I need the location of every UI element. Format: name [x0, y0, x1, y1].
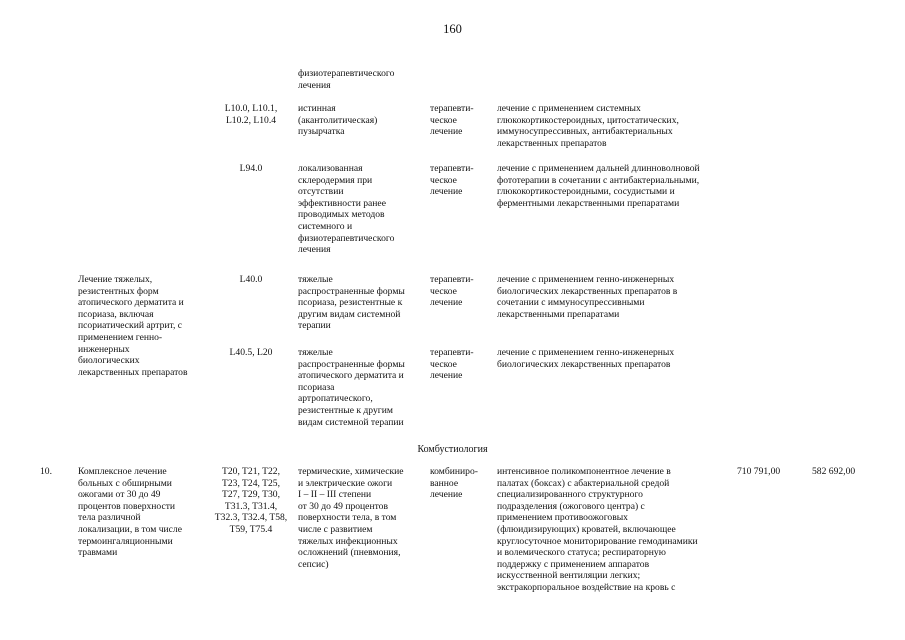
icd-code-cell: L40.5, L20: [229, 347, 273, 358]
treatment-method-cell: лечение с применением генно-инженерных биологических лекарственных препаратов в сочетании с иммуносупрессивными лекарственными препаратами: [497, 274, 678, 320]
treatment-type-cell: терапевти- ческое лечение: [430, 163, 474, 198]
care-type-name-cell: Комплексное лечение больных с обширными ожогами от 30 до 49 процентов поверхности тела различной локализации, в том числе термоингаляционными травмами: [78, 466, 182, 559]
patient-model-cell: термические, химические и электрические ожоги I – II – III степени от 30 до 49 процентов поверхности тела, в том числе с развитием тяжелых инфекционных осложнений (пневмония, сепсис): [298, 466, 404, 570]
treatment-method-cell: интенсивное поликомпонентное лечение в палатах (боксах) с абактериальной средой специализированного структурного подразделения (ожогового центра) с применением противоожоговых (флюидизирующих) кроватей, включающее круглосуточное мониторирование гемодинамики и волемического статуса; респираторную поддержку с применением аппаратов искусственной вентиляции легких; экстракорпоральное воздействие на кровь с: [497, 466, 698, 593]
treatment-method-cell: лечение с применением генно-инженерных биологических лекарственных препаратов: [497, 347, 675, 370]
care-type-name-cell: Лечение тяжелых, резистентных форм атопического дерматита и псориаза, включая псориатический артрит, с применением генно- инженерных биологических лекарственных препаратов: [78, 274, 188, 378]
treatment-type-cell: терапевти- ческое лечение: [430, 274, 474, 309]
row-number-cell: 10.: [40, 466, 52, 477]
icd-code-cell: L10.0, L10.1, L10.2, L10.4: [224, 103, 278, 126]
section-heading: Комбустиология: [417, 444, 488, 455]
treatment-type-cell: терапевти- ческое лечение: [430, 103, 474, 138]
icd-code-cell: T20, T21, T22, T23, T24, T25, T27, T29, T30, T31.3, T31.4, T32.3, T32.4, T58, T59, T75.4: [214, 466, 288, 535]
patient-model-cell: тяжелые распространенные формы псориаза, резистентные к другим видам системной терапии: [298, 274, 405, 332]
treatment-method-cell: лечение с применением системных глюкокортикостероидных, цитостатических, иммуносупрессивных, антибактериальных лекарственных препаратов: [497, 103, 679, 149]
patient-model-cell: истинная (акантолитическая) пузырчатка: [298, 103, 378, 138]
treatment-method-cell: лечение с применением дальней длинноволновой фототерапии в сочетании с антибактериальными, глюкокортикостероидными, сосудистыми и ферментными лекарственными препаратами: [497, 163, 700, 209]
treatment-type-cell: терапевти- ческое лечение: [430, 347, 474, 382]
cost-cell: 582 692,00: [812, 466, 856, 477]
icd-code-cell: L94.0: [239, 163, 263, 174]
page-number: 160: [443, 22, 462, 36]
patient-model-cell: локализованная склеродермия при отсутствии эффективности ранее проводимых методов системного и физиотерапевтического лечения: [298, 163, 395, 256]
patient-model-cell: тяжелые распространенные формы атопического дерматита и псориаза артропатического, резистентные к другим видам системной терапии: [298, 347, 405, 428]
treatment-type-cell: комбиниро- ванное лечение: [430, 466, 478, 501]
icd-code-cell: L40.0: [239, 274, 263, 285]
patient-model-cell: физиотерапевтического лечения: [298, 68, 395, 91]
cost-cell: 710 791,00: [737, 466, 781, 477]
